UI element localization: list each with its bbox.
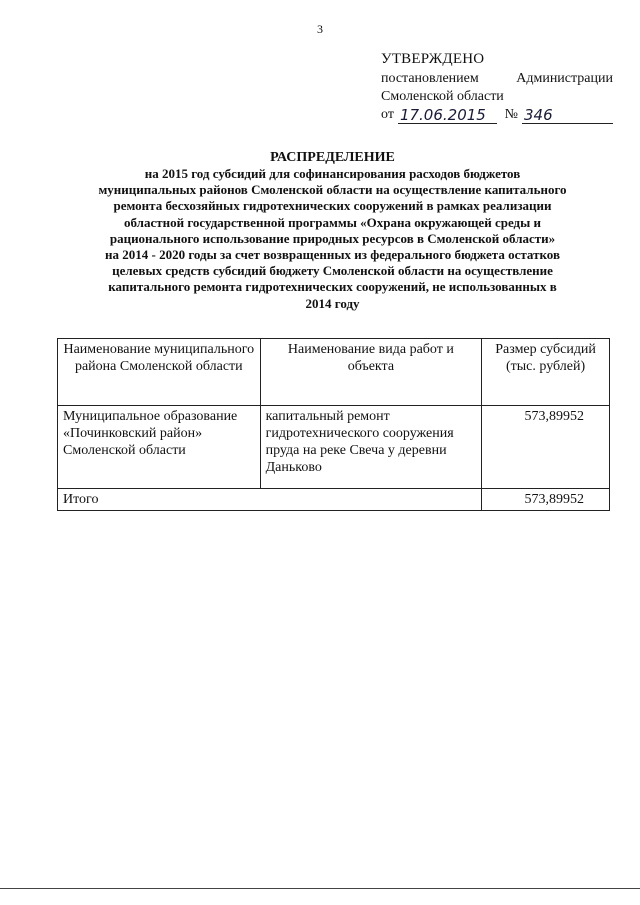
subtitle-line: 2014 году	[305, 295, 360, 311]
approval-line1-left: постановлением	[381, 71, 479, 86]
number-prefix: №	[504, 107, 519, 122]
table-row	[58, 406, 610, 489]
subtitle-line: на 2015 год субсидий для софинансирования расходов бюджетов	[144, 166, 521, 181]
table-total-row	[58, 489, 610, 511]
header-work: Наименование вида работ и объекта	[260, 339, 482, 406]
page-bottom-rule	[0, 888, 640, 889]
subtitle-line: на 2014 - 2020 годы за счет возвращенных из федерального бюджета остатков	[105, 247, 560, 263]
subtitle-line: ремонта бесхозяйных гидротехнических сооружений в рамках реализации	[113, 198, 552, 214]
subtitle-line: целевых средств субсидий бюджету Смоленской области на осуществление	[112, 263, 553, 279]
date-prefix: от	[381, 107, 394, 122]
approval-line1	[381, 70, 613, 88]
approval-stamp	[381, 50, 613, 124]
table-header-row	[58, 339, 610, 406]
subtitle-line: капитального ремонта гидротехнических сооружений, не использованных в	[108, 279, 557, 295]
subtitle-line: рационального использование природных ресурсов в Смоленской области»	[109, 230, 556, 246]
approval-line1-right: Администрации	[516, 71, 613, 86]
header-amount: Размер субсидий (тыс. рублей)	[482, 339, 610, 406]
total-amount: 573,89952	[482, 489, 610, 511]
subtitle-line: областной государственной программы «Охрана окружающей среды и	[123, 214, 542, 230]
cell-work: капитальный ремонт гидротехнического сооружения пруда на реке Свеча у деревни Даньково	[260, 406, 482, 489]
header-district: Наименование муниципального района Смоленской области	[58, 339, 261, 406]
page-number: 3	[317, 22, 323, 36]
approval-heading: УТВЕРЖДЕНО	[381, 51, 485, 67]
date-value: 17.06.2015	[398, 108, 497, 124]
number-value: 346	[522, 108, 613, 124]
document-subtitle	[55, 166, 610, 312]
total-label: Итого	[58, 489, 482, 511]
cell-amount: 573,89952	[482, 406, 610, 489]
subsidy-table	[57, 338, 610, 511]
document-title: РАСПРЕДЕЛЕНИЕ	[270, 150, 395, 165]
cell-district: Муниципальное образование «Починковский район» Смоленской области	[58, 406, 261, 489]
approval-line2: Смоленской области	[381, 89, 504, 104]
subtitle-line: муниципальных районов Смоленской области на осуществление капитального	[98, 182, 567, 198]
approval-date-line	[381, 106, 613, 124]
